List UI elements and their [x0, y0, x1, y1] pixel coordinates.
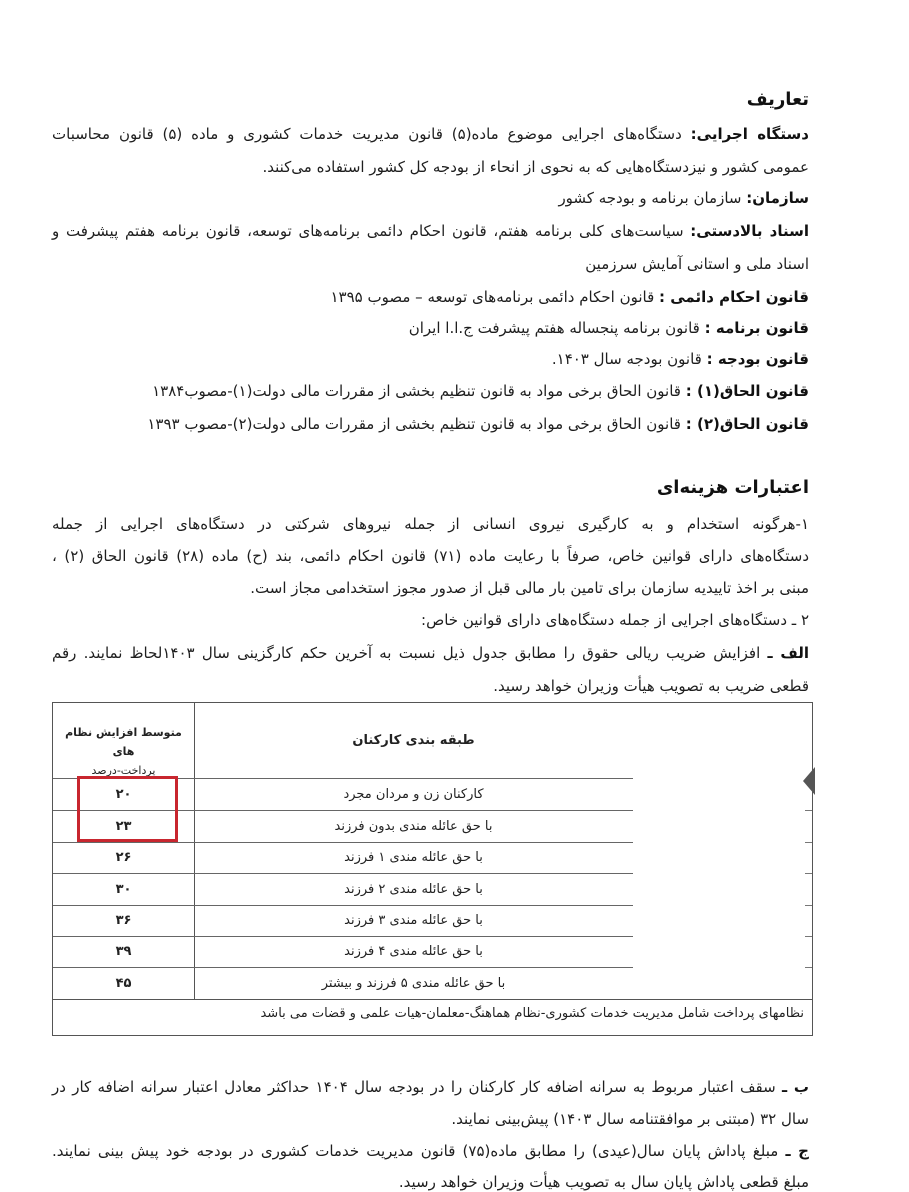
row-value: ۳۶ [115, 913, 132, 928]
row-category: با حق عائله مندی ۳ فرزند [344, 913, 483, 928]
tick [805, 873, 812, 874]
expenses-heading: اعتبارات هزینه‌ای [656, 477, 809, 498]
clause-alef-cont: قطعی ضریب به تصویب هیأت وزیران خواهد رسید. [493, 677, 809, 695]
clause-be [52, 1077, 809, 1097]
definitions-heading: تعاریف [746, 89, 809, 110]
clause-text: مبلغ پاداش پایان سال(عیدی) را مطابق ماده(۷۵) قانون مدیریت خدمات کشوری در بودجه خود پیش بینی نمایند. [52, 1142, 779, 1160]
row-value: ۲۰ [115, 787, 132, 802]
header-line: متوسط افزایش نظام های [65, 726, 182, 758]
row-category: با حق عائله مندی ۱ فرزند [344, 850, 483, 865]
page-marker-icon [803, 767, 815, 795]
definition-annex-law-1 [152, 381, 809, 401]
definition-program-law [409, 318, 809, 338]
definition-term: قانون الحاق(۲) : [685, 415, 809, 433]
row-value: ۲۳ [115, 819, 132, 834]
row-category: کارکنان زن و مردان مجرد [343, 787, 484, 802]
expenses-para1-line1: ۱-هرگونه استخدام و به کارگیری نیروی انسانی از جمله نیروهای شرکتی در دستگاه‌های اجرایی از جمله [52, 515, 809, 533]
clause-be-cont: سال ۳۲ (مبتنی بر موافقتنامه سال ۱۴۰۳) پیش‌بینی نمایند. [451, 1110, 809, 1128]
table-footer-note: نظامهای پرداخت شامل مدیریت خدمات کشوری-نظام هماهنگ-معلمان-هیات علمی و قضات می باشد [260, 1006, 804, 1021]
highlight-box [77, 776, 178, 842]
footer-separator [53, 999, 812, 1000]
tick [805, 967, 812, 968]
row-separator [53, 936, 633, 937]
header-employee-category: طبقه بندی کارکنان [352, 733, 475, 748]
row-value: ۳۹ [115, 944, 132, 959]
row-category: با حق عائله مندی ۵ فرزند و بیشتر [321, 976, 506, 991]
tick [805, 810, 812, 811]
definition-text: قانون الحاق برخی مواد به قانون تنظیم بخشی از مقررات مالی دولت(۲)-مصوب ۱۳۹۳ [147, 415, 681, 433]
definition-upstream-docs-cont: اسناد ملی و استانی آمایش سرزمین [585, 255, 809, 273]
row-separator [53, 967, 633, 968]
salary-increase-table [52, 702, 813, 1036]
row-category: با حق عائله مندی ۲ فرزند [344, 882, 483, 897]
expenses-para1-line2: دستگاه‌های دارای قوانین خاص، صرفاً با رعایت ماده (۷۱) قانون احکام دائمی، بند (ح) ماده (۲۸) قانون الحاق (۲) ، [52, 547, 810, 565]
definition-term: دستگاه اجرایی: [690, 125, 809, 143]
row-separator [53, 873, 633, 874]
clause-label: ج ـ [785, 1142, 809, 1160]
definition-text: قانون الحاق برخی مواد به قانون تنظیم بخشی از مقررات مالی دولت(۱)-مصوب۱۳۸۴ [152, 382, 681, 400]
clause-text: سقف اعتبار مربوط به سرانه اضافه کار کارکنان را در بودجه سال ۱۴۰۴ حداکثر معادل اعتبار سرانه اضافه کار در [52, 1078, 776, 1096]
row-category: با حق عائله مندی بدون فرزند [334, 819, 493, 834]
definition-term: قانون برنامه : [704, 319, 809, 337]
definition-organization [558, 188, 809, 208]
row-value: ۲۶ [115, 850, 132, 865]
row-value: ۳۰ [115, 882, 132, 897]
definition-term: قانون بودجه : [706, 350, 809, 368]
definition-text: قانون احکام دائمی برنامه‌های توسعه – مصوب ۱۳۹۵ [330, 288, 655, 306]
definition-text: سازمان برنامه و بودجه کشور [558, 189, 742, 207]
expenses-para1-line3: مبنی بر اخذ تاییدیه سازمان برای تامین بار مالی قبل از صدور مجوز استخدامی مجاز است. [250, 579, 809, 597]
row-value: ۴۵ [115, 976, 132, 991]
header-average-increase [53, 723, 194, 780]
definition-term: قانون الحاق(۱) : [685, 382, 809, 400]
tick [805, 842, 812, 843]
definition-term: اسناد بالادستی: [690, 222, 809, 240]
clause-label: ب ـ [782, 1078, 809, 1096]
definition-upstream-docs [52, 221, 809, 241]
definition-term: سازمان: [746, 189, 809, 207]
row-category: با حق عائله مندی ۴ فرزند [344, 944, 483, 959]
definition-term: قانون احکام دائمی : [659, 288, 809, 306]
clause-jim [52, 1141, 809, 1161]
clause-alef [52, 643, 809, 663]
definition-executive-agency-cont: عمومی کشور و نیزدستگاه‌هایی که به نحوی از انحاء از بودجه کل کشور استفاده می‌کنند. [262, 158, 809, 176]
expenses-para2: ۲ ـ دستگاه‌های اجرایی از جمله دستگاه‌های دارای قوانین خاص: [421, 611, 809, 629]
definition-text: دستگاه‌های اجرایی موضوع ماده(۵) قانون مدیریت خدمات کشوری و ماده (۵) قانون محاسبات [52, 125, 682, 143]
row-separator [53, 905, 633, 906]
definition-executive-agency [52, 124, 809, 144]
definition-permanent-law [331, 287, 810, 307]
definition-annex-law-2 [147, 414, 809, 434]
clause-label: الف ـ [767, 644, 809, 662]
clause-jim-cont: مبلغ قطعی پاداش پایان سال به تصویب هیأت وزیران خواهد رسید. [398, 1173, 809, 1191]
definition-text: قانون بودجه سال ۱۴۰۳. [551, 350, 702, 368]
definition-text: سیاست‌های کلی برنامه هفتم، قانون احکام دائمی برنامه‌های توسعه، قانون برنامه هفتم پیشرفت و [52, 222, 684, 240]
header-line: پرداخت-درصد [91, 764, 156, 777]
tick [805, 905, 812, 906]
definition-text: قانون برنامه پنجساله هفتم پیشرفت ج.ا.ا ایران [408, 319, 700, 337]
row-separator [53, 842, 633, 843]
definition-budget-law [552, 349, 809, 369]
clause-text: افزایش ضریب ریالی حقوق را مطابق جدول ذیل نسبت به آخرین حکم کارگزینی سال ۱۴۰۳لحاظ نمایند. رقم [52, 644, 761, 662]
tick [805, 936, 812, 937]
